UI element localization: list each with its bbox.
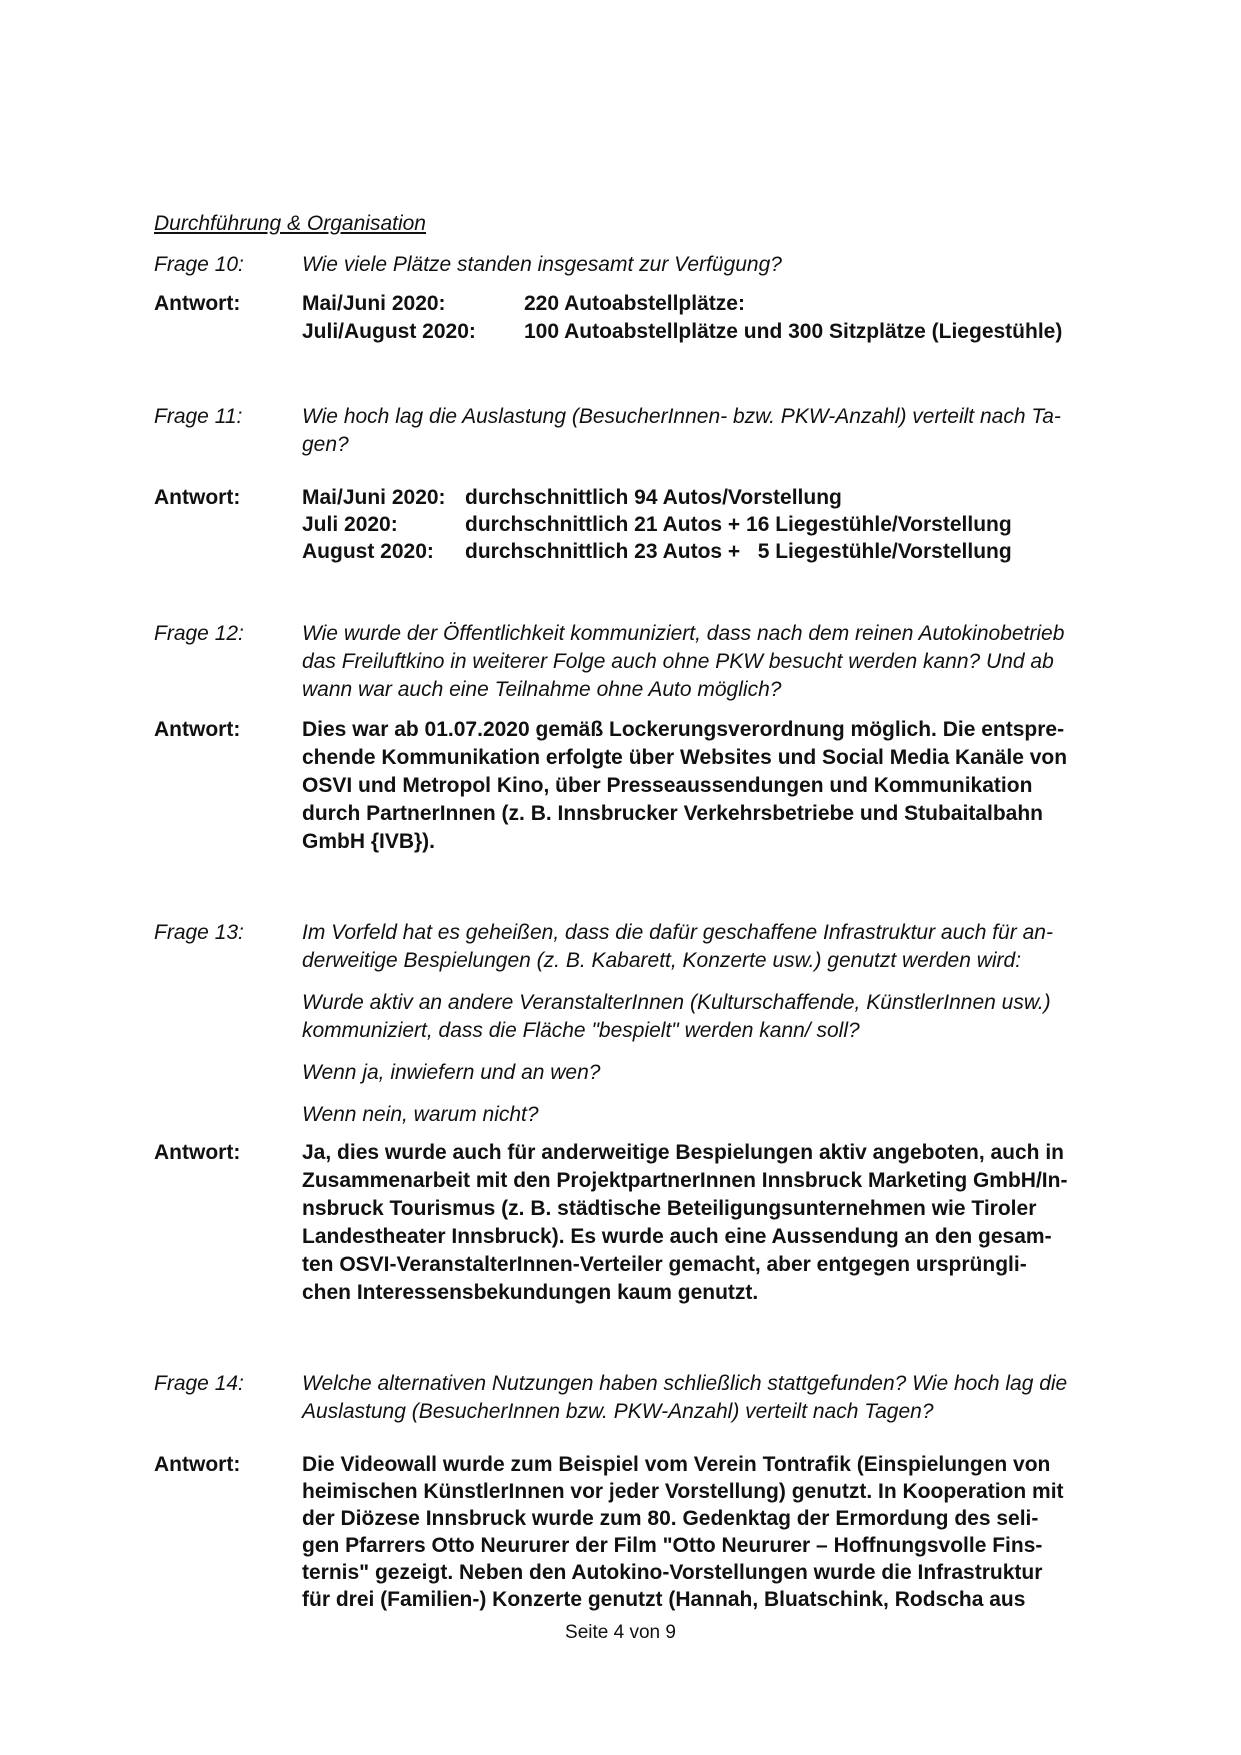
answer-text-line: gen Pfarrers Otto Neururer der Film "Otto Neururer – Hoffnungsvolle Fins- [302,1534,1043,1557]
answer-line [302,290,1132,318]
answer-label: Antwort: [154,1141,241,1164]
question-text-line: derweitige Bespielungen (z. B. Kabarett, Konzerte usw.) genutzt werden wird: [302,949,1022,972]
question-text-line: Wenn nein, warum nicht? [302,1103,539,1126]
page-number: Seite 4 von 9 [565,1622,676,1643]
question-text-line: Im Vorfeld hat es geheißen, dass die dafür geschaffene Infrastruktur auch für an- [302,921,1053,944]
answer-text-line: ten OSVI-VeranstalterInnen-Verteiler gemacht, aber entgegen ursprüngli- [302,1253,1027,1276]
question-text-line: wann war auch eine Teilnahme ohne Auto möglich? [302,678,782,701]
question-text-line: Wie hoch lag die Auslastung (BesucherInnen- bzw. PKW-Anzahl) verteilt nach Ta- [302,405,1061,428]
answer-text-line: nsbruck Tourismus (z. B. städtische Beteiligungsunternehmen wie Tiroler [302,1197,1037,1220]
answer-text-line: für drei (Familien-) Konzerte genutzt (Hannah, Bluatschink, Rodscha aus [302,1588,1026,1611]
answer-text-line: durch PartnerInnen (z. B. Innsbrucker Verkehrsbetriebe und Stubaitalbahn [302,802,1043,825]
answer-text-line: ternis" gezeigt. Neben den Autokino-Vorstellungen wurde die Infrastruktur [302,1561,1043,1584]
answer-text-line: Dies war ab 01.07.2020 gemäß Lockerungsverordnung möglich. Die entspre- [302,718,1065,741]
answer-period: Juli 2020: [302,513,398,536]
answer-text-line: Die Videowall wurde zum Beispiel vom Verein Tontrafik (Einspielungen von [302,1453,1051,1476]
question-text-line: kommuniziert, dass die Fläche "bespielt" werden kann/ soll? [302,1019,860,1042]
question-label: Frage 12: [154,622,244,645]
answer-text-line: chende Kommunikation erfolgte über Websites und Social Media Kanäle von [302,746,1068,769]
answer-period: Mai/Juni 2020: [302,486,446,509]
answer-value: 100 Autoabstellplätze und 300 Sitzplätze (Liegestühle) [524,320,1063,343]
answer-text-line: der Diözese Innsbruck wurde zum 80. Gedenktag der Ermordung des seli- [302,1507,1039,1530]
answer-text-line: OSVI und Metropol Kino, über Presseaussendungen und Kommunikation [302,774,1033,797]
answer-text-line: Zusammenarbeit mit den ProjektpartnerInnen Innsbruck Marketing GmbH/In- [302,1169,1068,1192]
answer-text-line: Ja, dies wurde auch für anderweitige Bespielungen aktiv angeboten, auch in [302,1141,1065,1164]
question-text-line: Wurde aktiv an andere VeranstalterInnen (Kulturschaffende, KünstlerInnen usw.) [302,991,1051,1014]
question-label: Frage 10: [154,253,244,276]
question-text-line: Auslastung (BesucherInnen bzw. PKW-Anzahl) verteilt nach Tagen? [302,1400,934,1423]
question-label: Frage 13: [154,921,244,944]
question-text-line: gen? [302,433,349,456]
answer-label: Antwort: [154,1453,241,1476]
answer-value: durchschnittlich 21 Autos + 16 Liegestühle/Vorstellung [465,513,1012,536]
answer-line [302,511,1132,538]
answer-label: Antwort: [154,718,241,741]
answer-text-line: Landestheater Innsbruck). Es wurde auch eine Aussendung an den gesam- [302,1225,1052,1248]
answer-line [302,318,1132,346]
question-text-line: Welche alternativen Nutzungen haben schließlich stattgefunden? Wie hoch lag die [302,1372,1068,1395]
answer-text-line: chen Interessensbekundungen kaum genutzt. [302,1281,759,1304]
question-text-line: Wenn ja, inwiefern und an wen? [302,1061,601,1084]
answer-value: 220 Autoabstellplätze: [524,292,745,315]
answer-value: durchschnittlich 94 Autos/Vorstellung [465,486,842,509]
answer-period: August 2020: [302,540,434,563]
question-text-line: das Freiluftkino in weiterer Folge auch ohne PKW besucht werden kann? Und ab [302,650,1054,673]
question-text: Wie viele Plätze standen insgesamt zur Verfügung? [302,253,782,276]
answer-line [302,484,1132,511]
answer-label: Antwort: [154,486,241,509]
answer-value: durchschnittlich 23 Autos + 5 Liegestühle/Vorstellung [465,540,1012,563]
question-text-line: Wie wurde der Öffentlichkeit kommuniziert, dass nach dem reinen Autokinobetrieb [302,622,1065,645]
answer-text-line: heimischen KünstlerInnen vor jeder Vorstellung) genutzt. In Kooperation mit [302,1480,1064,1503]
section-title: Durchführung & Organisation [154,212,426,235]
answer-period: Mai/Juni 2020: [302,292,446,315]
question-label: Frage 14: [154,1372,244,1395]
answer-line [302,538,1132,565]
question-label: Frage 11: [154,405,243,428]
answer-period: Juli/August 2020: [302,320,476,343]
answer-text-line: GmbH {IVB}). [302,830,436,853]
answer-label: Antwort: [154,292,241,315]
